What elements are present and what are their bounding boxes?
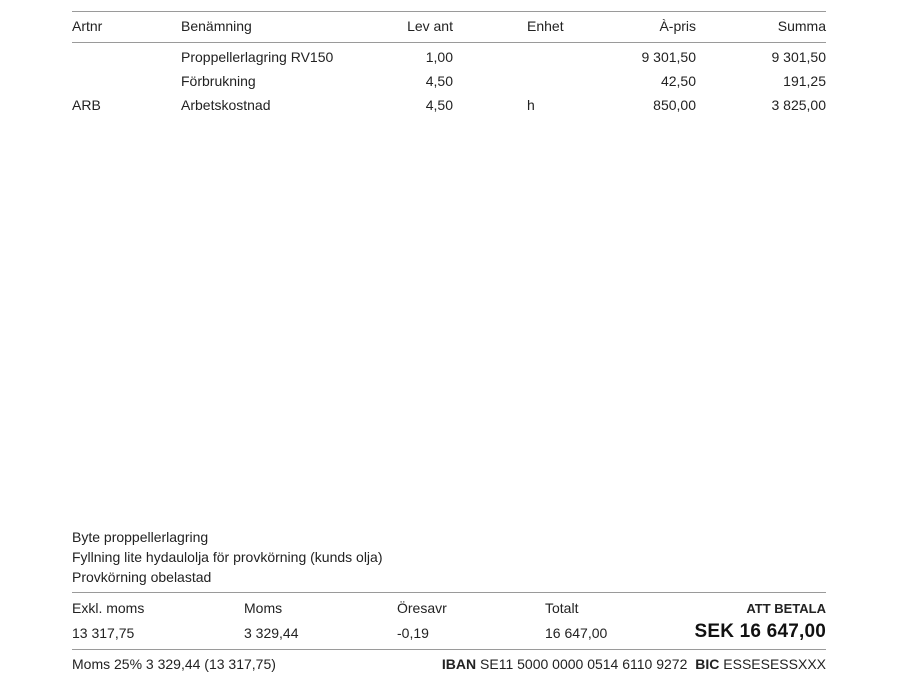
cell-enhet: h [527, 97, 535, 113]
value-moms: 3 329,44 [244, 625, 299, 641]
label-oresavr: Öresavr [397, 600, 447, 616]
col-header-apris: À-pris [659, 18, 696, 34]
cell-levant: 1,00 [425, 49, 453, 65]
label-exkl-moms: Exkl. moms [72, 600, 145, 616]
vat-summary: Moms 25% 3 329,44 (13 317,75) [72, 656, 276, 672]
cell-apris: 850,00 [653, 97, 696, 113]
cell-levant: 4,50 [425, 73, 453, 89]
col-header-benamning: Benämning [181, 18, 252, 34]
totals-top-rule [72, 592, 826, 593]
cell-apris: 9 301,50 [641, 49, 696, 65]
cell-benamning: Förbrukning [181, 73, 256, 89]
value-exkl-moms: 13 317,75 [72, 625, 135, 641]
invoice-note: Fyllning lite hydaulolja för provkörning (kunds olja) [72, 549, 383, 565]
label-totalt: Totalt [545, 600, 579, 616]
cell-artnr: ARB [72, 97, 101, 113]
col-header-artnr: Artnr [72, 18, 103, 34]
value-totalt: 16 647,00 [545, 625, 608, 641]
invoice-note: Byte proppellerlagring [72, 529, 209, 545]
cell-benamning: Arbetskostnad [181, 97, 271, 113]
cell-levant: 4,50 [425, 97, 453, 113]
col-header-summa: Summa [777, 18, 826, 34]
cell-summa: 191,25 [783, 73, 826, 89]
cell-apris: 42,50 [660, 73, 696, 89]
invoice-note: Provkörning obelastad [72, 569, 212, 585]
payment-details [442, 656, 826, 673]
value-att-betala: SEK 16 647,00 [694, 621, 826, 642]
cell-summa: 3 825,00 [771, 97, 826, 113]
label-moms: Moms [244, 600, 283, 616]
iban-label: IBAN [441, 656, 477, 672]
bic-label: BIC [695, 656, 720, 672]
bic-value: ESSESESSXXX [723, 656, 826, 672]
value-oresavr: -0,19 [397, 625, 429, 641]
cell-summa: 9 301,50 [771, 49, 826, 65]
iban-value: SE11 5000 0000 0514 6110 9272 [480, 656, 688, 672]
cell-benamning: Proppellerlagring RV150 [181, 49, 334, 65]
col-header-levant: Lev ant [407, 18, 453, 34]
table-top-rule [72, 11, 826, 12]
col-header-enhet: Enhet [527, 18, 564, 34]
label-att-betala: ATT BETALA [746, 601, 826, 616]
footer-rule [72, 649, 826, 650]
table-header-rule [72, 42, 826, 43]
